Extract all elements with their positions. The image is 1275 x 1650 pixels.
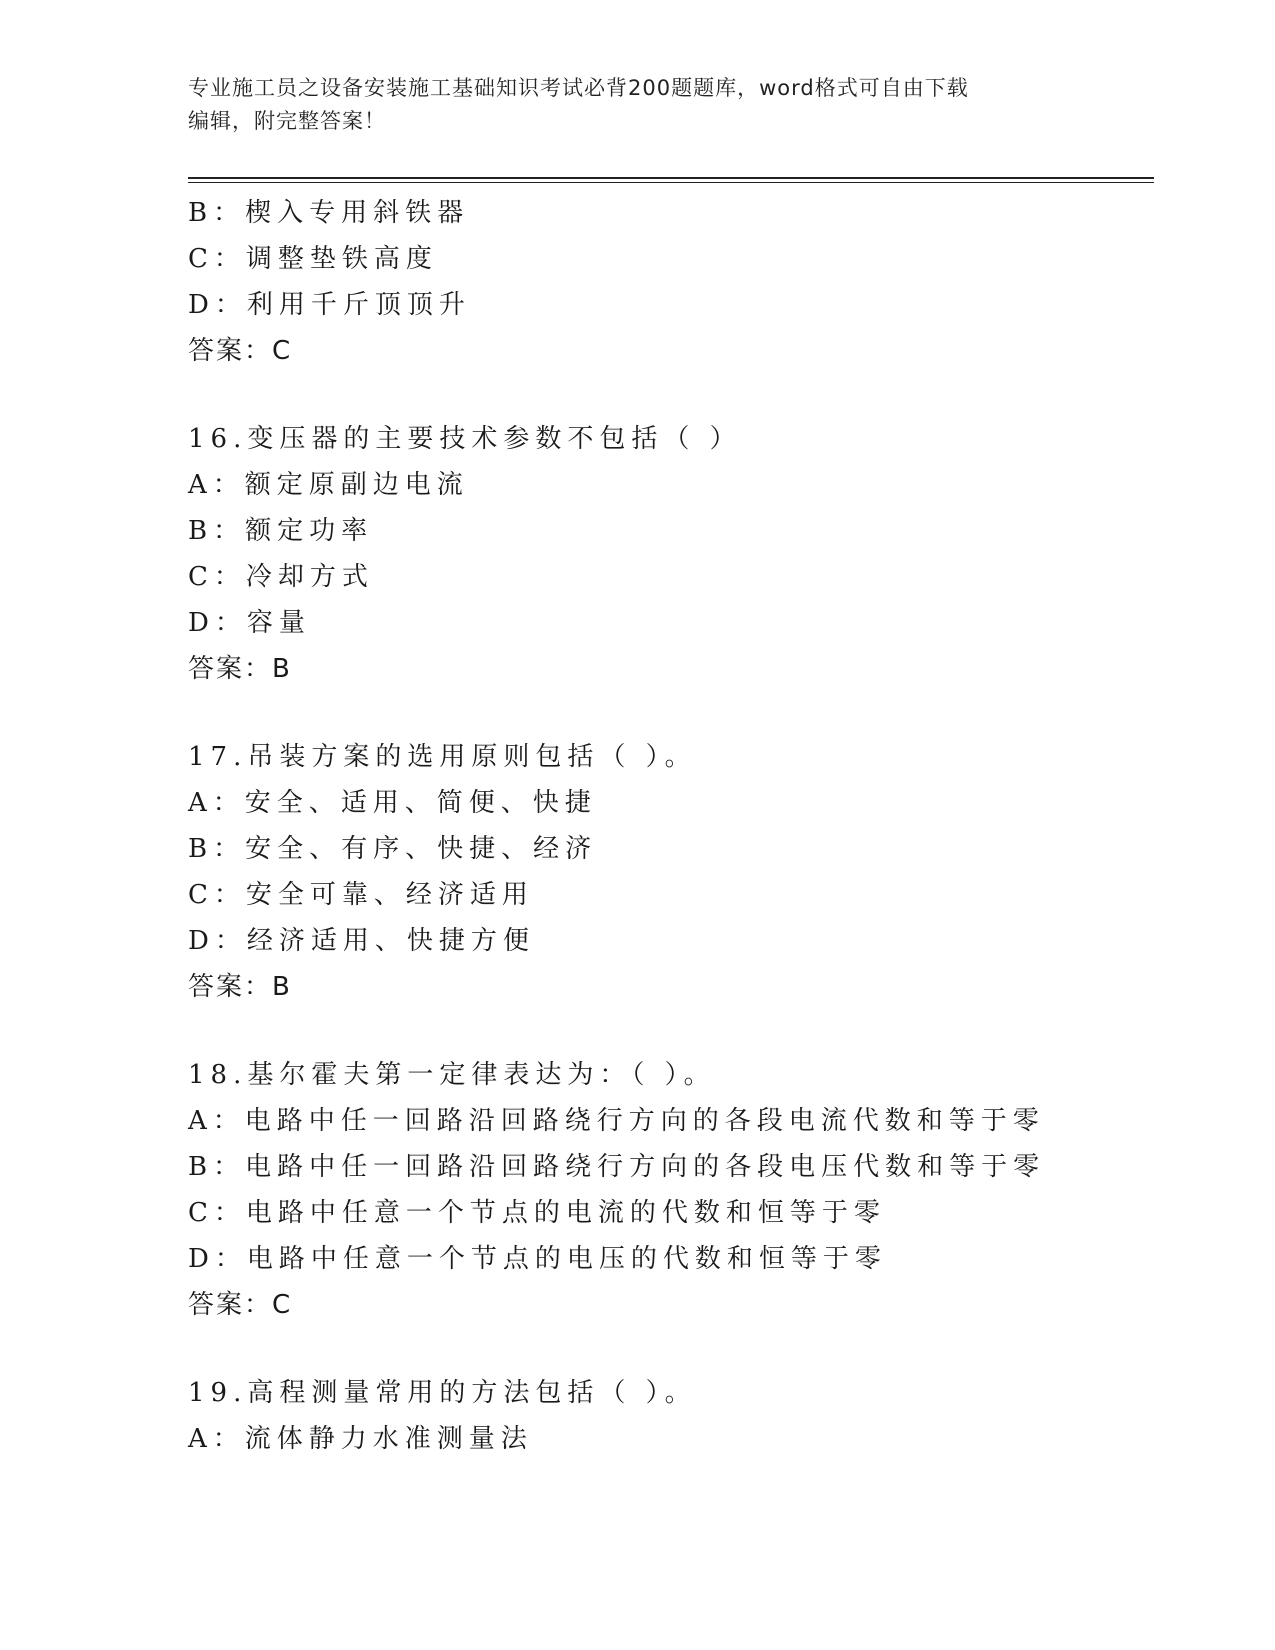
option-c: C：电路中任意一个节点的电流的代数和恒等于零	[188, 1198, 886, 1228]
question-block-17	[188, 734, 1154, 1010]
question-block-16	[188, 416, 1154, 692]
answer-line: 答案：B	[188, 654, 292, 684]
document-header	[188, 72, 1088, 138]
option-b: B：楔入专用斜铁器	[188, 198, 470, 228]
option-d: D：电路中任意一个节点的电压的代数和恒等于零	[188, 1244, 887, 1274]
option-a: A：流体静力水准测量法	[188, 1424, 533, 1454]
question-text: 18.基尔霍夫第一定律表达为：（ ）。	[188, 1060, 716, 1090]
header-line-2: 编辑，附完整答案！	[188, 109, 386, 133]
question-text: 17.吊装方案的选用原则包括（ ）。	[188, 742, 697, 772]
question-text: 19.高程测量常用的方法包括（ ）。	[188, 1378, 697, 1408]
option-b: B：电路中任一回路沿回路绕行方向的各段电压代数和等于零	[188, 1152, 1046, 1182]
question-list	[188, 190, 1154, 1462]
option-d: D：经济适用、快捷方便	[188, 926, 535, 956]
header-divider-thin	[188, 182, 1154, 183]
option-a: A：电路中任一回路沿回路绕行方向的各段电流代数和等于零	[188, 1106, 1045, 1136]
question-block-19	[188, 1370, 1154, 1462]
answer-line: 答案：B	[188, 972, 292, 1002]
answer-line: 答案：C	[188, 336, 293, 366]
option-b: B：安全、有序、快捷、经济	[188, 834, 598, 864]
option-a: A：额定原副边电流	[188, 470, 469, 500]
header-divider-thick	[188, 177, 1154, 179]
question-text: 16.变压器的主要技术参数不包括（ ）	[188, 424, 742, 454]
option-c: C：冷却方式	[188, 562, 374, 592]
option-a: A：安全、适用、简便、快捷	[188, 788, 597, 818]
option-c: C：安全可靠、经济适用	[188, 880, 534, 910]
answer-line: 答案：C	[188, 1290, 293, 1320]
option-d: D：容量	[188, 608, 311, 638]
header-line-1: 专业施工员之设备安装施工基础知识考试必背200题题库，word格式可自由下载	[188, 76, 969, 100]
option-c: C：调整垫铁高度	[188, 244, 438, 274]
question-block-partial	[188, 190, 1154, 374]
option-d: D：利用千斤顶顶升	[188, 290, 471, 320]
question-block-18	[188, 1052, 1154, 1328]
option-b: B：额定功率	[188, 516, 374, 546]
